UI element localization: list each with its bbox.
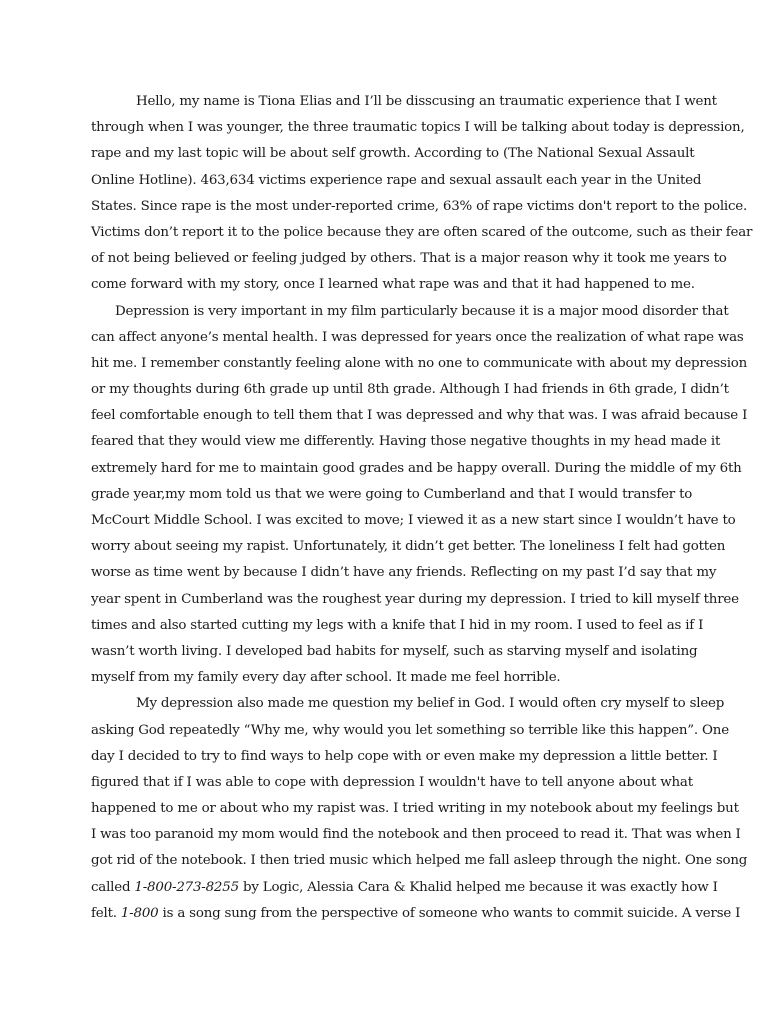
paragraph-3-line-5: happened to me or about who my rapist was. I tried writing in my notebook about my feelings but <box>91 801 739 817</box>
paragraph-3-line-4: figured that if I was able to cope with depression I wouldn't have to tell anyone about what <box>91 774 693 790</box>
paragraph-2-line-10: worry about seeing my rapist. Unfortunately, it didn’t get better. The loneliness I felt had gotten <box>91 539 726 555</box>
paragraph-2-line-5: feel comfortable enough to tell them that I was depressed and why that was. I was afraid because I <box>91 408 748 424</box>
paragraph-3-line-1: My depression also made me question my belief in God. I would often cry myself to sleep <box>136 696 725 712</box>
paragraph-2-line-4: or my thoughts during 6th grade up until 8th grade. Although I had friends in 6th grade, I didn’t <box>91 382 729 398</box>
paragraph-2-line-1: Depression is very important in my film particularly because it is a major mood disorder that <box>115 303 729 319</box>
paragraph-1-line-7: of not being believed or feeling judged by others. That is a major reason why it took me years to <box>91 251 727 267</box>
song-title-short: 1-800 <box>120 905 159 921</box>
line-text-before: felt. <box>91 905 121 921</box>
paragraph-3-line-2: asking God repeatedly “Why me, why would you let something so terrible like this happen”. One <box>91 722 729 738</box>
paragraph-3-line-8 <box>91 875 718 901</box>
paragraph-2-line-12: year spent in Cumberland was the roughest year during my depression. I tried to kill myself three <box>91 591 739 607</box>
paragraph-2-line-9: McCourt Middle School. I was excited to move; I viewed it as a new start since I wouldn’t have to <box>91 513 736 528</box>
paragraph-2-line-8: grade year,my mom told us that we were going to Cumberland and that I would transfer to <box>91 486 693 502</box>
paragraph-1-line-5: States. Since rape is the most under-reported crime, 63% of rape victims don't report to the police. <box>91 198 748 214</box>
line-text-after: by Logic, Alessia Cara & Khalid helped me because it was exactly how I <box>238 879 718 895</box>
paragraph-3-line-6: I was too paranoid my mom would find the notebook and then proceed to read it. That was when I <box>91 827 741 843</box>
paragraph-1-line-2: through when I was younger, the three traumatic topics I will be talking about today is depression, <box>91 120 745 136</box>
paragraph-1-line-3: rape and my last topic will be about self growth. According to (The National Sexual Assault <box>91 146 695 162</box>
paragraph-3-line-7: got rid of the notebook. I then tried music which helped me fall asleep through the night. One song <box>91 853 748 869</box>
line-text-before: called <box>91 879 135 895</box>
paragraph-2-line-15: myself from my family every day after school. It made me feel horrible. <box>91 670 561 686</box>
paragraph-2-line-6: feared that they would view me differently. Having those negative thoughts in my head made it <box>91 434 721 450</box>
line-text-after: is a song sung from the perspective of someone who wants to commit suicide. A verse I <box>158 905 741 921</box>
paragraph-3-line-9 <box>91 901 741 927</box>
paragraph-3-line-3: day I decided to try to find ways to help cope with or even make my depression a little better. I <box>91 748 718 764</box>
paragraph-1-line-4: Online Hotline). 463,634 victims experience rape and sexual assault each year in the United <box>91 172 702 188</box>
paragraph-2-line-7: extremely hard for me to maintain good grades and be happy overall. During the middle of my 6th <box>91 460 742 476</box>
paragraph-1-line-8: come forward with my story, once I learned what rape was and that it had happened to me. <box>91 277 695 293</box>
paragraph-1-line-6: Victims don’t report it to the police because they are often scared of the outcome, such as their fear <box>91 224 753 240</box>
paragraph-2-line-13: times and also started cutting my legs with a knife that I hid in my room. I used to feel as if I <box>91 617 704 633</box>
paragraph-2-line-3: hit me. I remember constantly feeling alone with no one to communicate with about my depression <box>91 355 748 371</box>
paragraph-2-line-11: worse as time went by because I didn’t have any friends. Reflecting on my past I’d say that my <box>91 565 717 581</box>
paragraph-2-line-14: wasn’t worth living. I developed bad habits for myself, such as starving myself and isolating <box>91 643 698 659</box>
paragraph-2-line-2: can affect anyone’s mental health. I was depressed for years once the realization of what rape was <box>91 329 744 345</box>
song-title: 1-800-273-8255 <box>134 879 239 895</box>
paragraph-1-line-1: Hello, my name is Tiona Elias and I’ll be disscusing an traumatic experience that I went <box>136 94 717 109</box>
document-body <box>91 89 753 927</box>
